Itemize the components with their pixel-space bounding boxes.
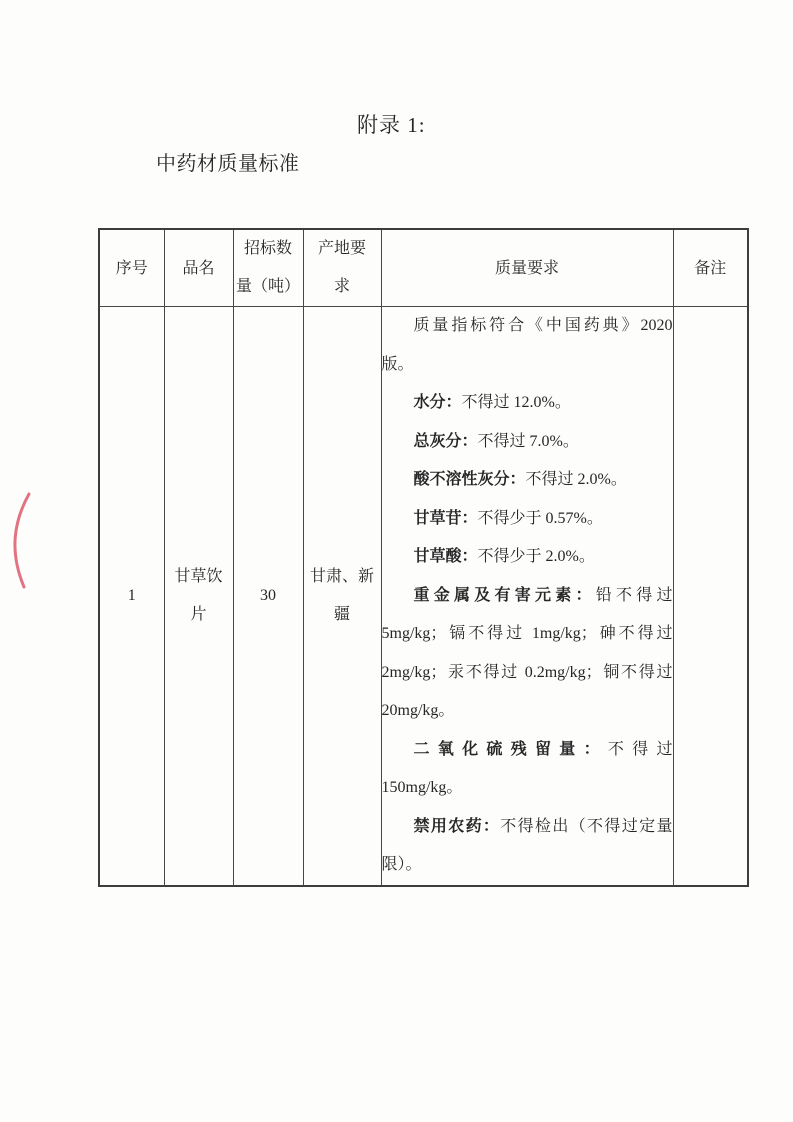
cell-line: 甘肃、新: [309, 567, 374, 585]
quality-requirement: [382, 500, 673, 539]
quality-requirement: [382, 808, 673, 885]
cell-origin: [303, 307, 381, 886]
requirement-label: 甘草酸：: [413, 548, 478, 565]
table-header-row: [99, 229, 748, 307]
quality-requirement: [382, 461, 673, 500]
cell-origin-lines: [304, 558, 381, 634]
requirement-text: 不得过 150mg/kg。: [381, 740, 673, 796]
requirement-text: 不得少于 0.57%。: [477, 509, 603, 527]
document-title: 中药材质量标准: [156, 153, 300, 175]
requirement-text: 质量指标符合《中国药典》2020 版。: [381, 317, 673, 373]
requirement-text: 不得检出（不得过定量限）。: [381, 817, 673, 873]
requirement-label: 二氧化硫残留量：: [413, 740, 608, 758]
cell-product-lines: [165, 558, 233, 634]
red-pen-mark-icon: [2, 487, 44, 599]
cell-remarks: [673, 307, 748, 886]
cell-line: 甘草饮: [174, 567, 223, 585]
cell-product: [164, 307, 233, 886]
col-header-index: 序号: [99, 229, 164, 307]
quality-requirement: [382, 538, 673, 577]
requirement-text: 铅不得过 5mg/kg；镉不得过 1mg/kg；砷不得过 2mg/kg；汞不得过 0.2mg/kg；铜不得过 20mg/kg。: [381, 586, 673, 719]
quality-requirement: [382, 307, 673, 384]
requirement-text: 不得过 2.0%。: [525, 471, 627, 488]
header-line: 求: [333, 278, 350, 295]
requirement-text: 不得过 12.0%。: [461, 394, 571, 411]
header-line: 产地要: [317, 240, 366, 257]
col-header-product: 品名: [164, 229, 233, 307]
cell-line: 片: [190, 605, 207, 623]
requirement-label: 酸不溶性灰分：: [413, 471, 526, 488]
cell-index: 1: [99, 307, 164, 886]
header-line: 招标数: [243, 240, 292, 257]
requirement-text: 不得过 7.0%。: [477, 432, 579, 450]
col-header-quality: 质量要求: [381, 229, 673, 307]
requirement-label: 甘草苷：: [413, 509, 478, 527]
cell-line: 疆: [333, 605, 350, 623]
col-header-remarks: 备注: [673, 229, 748, 307]
quality-requirement: [382, 423, 673, 462]
quality-requirement: [382, 577, 673, 731]
requirement-text: 不得少于 2.0%。: [477, 548, 595, 565]
col-header-quantity-lines: [234, 230, 303, 306]
col-header-origin: [303, 229, 381, 307]
cell-quantity: 30: [233, 307, 303, 886]
header-line: 量（吨）: [235, 278, 300, 295]
cell-quality-requirements: [381, 307, 673, 886]
appendix-label: 附录 1:: [357, 113, 426, 137]
table-row: [99, 307, 748, 886]
quality-requirement: [382, 731, 673, 808]
requirement-label: 禁用农药：: [413, 817, 501, 835]
col-header-origin-lines: [304, 230, 381, 306]
quality-standards-table: [98, 228, 749, 887]
quality-requirement: [382, 384, 673, 423]
requirement-label: 水分：: [413, 394, 462, 411]
requirement-label: 重金属及有害元素：: [413, 586, 596, 604]
col-header-quantity: [233, 229, 303, 307]
requirement-label: 总灰分：: [413, 432, 478, 450]
